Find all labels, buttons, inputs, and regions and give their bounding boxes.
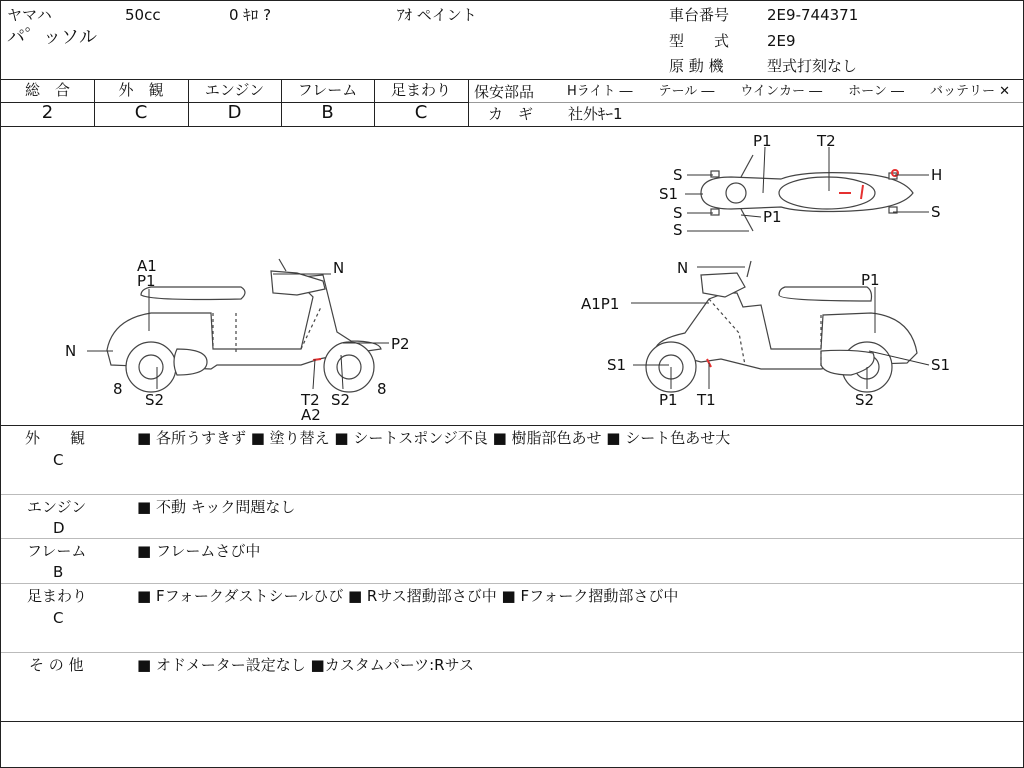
- label-s1-right: S1: [931, 356, 951, 374]
- divider: [1, 721, 1023, 722]
- label-8-left: 8: [113, 380, 123, 398]
- label-top-s-c: S: [673, 221, 683, 239]
- label-t2: T2: [301, 391, 320, 409]
- label-p1-bottom: P1: [659, 391, 678, 409]
- label-n-left: N: [65, 342, 77, 360]
- note-grade-engine: D: [53, 519, 65, 537]
- divider: [468, 79, 469, 126]
- mileage: 0 ｷﾛ ?: [229, 6, 272, 24]
- engine-label: 原 動 機: [669, 57, 724, 75]
- note-text-suspension: ■ Fフォークダストシールひび ■ Rサス摺動部さび中 ■ Fフォーク摺動部さび中: [137, 587, 679, 605]
- label-a2: A2: [301, 406, 321, 424]
- key-value: 社外ｷｰ1: [568, 105, 623, 123]
- note-text-other: ■ オドメーター設定なし ■カスタムパーツ:Rサス: [137, 656, 475, 674]
- label-top-s-a: S: [673, 166, 683, 184]
- label-p2: P2: [391, 335, 410, 353]
- divider: [1, 494, 1023, 495]
- label-s2: S2: [855, 391, 875, 409]
- label-p1-top: P1: [861, 271, 880, 289]
- engine-grade-label: エンジン: [204, 81, 265, 99]
- label-s1-left: S1: [607, 356, 627, 374]
- label-a1: A1: [137, 257, 157, 275]
- frame-number: 2E9-744371: [767, 6, 859, 24]
- label-s2-right: S2: [331, 391, 351, 409]
- label-top-s-b: S: [673, 204, 683, 222]
- key-label: カ ギ: [488, 105, 534, 123]
- engine-grade: D: [227, 102, 242, 123]
- label-top-p1-mid: P1: [763, 208, 782, 226]
- label-a1p1: A1P1: [581, 295, 620, 313]
- note-text-engine: ■ 不動 キック問題なし: [137, 498, 296, 516]
- model-name: パ゜ッソル: [7, 27, 97, 48]
- divider: [1, 583, 1023, 584]
- suspension-grade-label: 足まわり: [390, 81, 451, 99]
- label-top-s-d: S: [931, 203, 941, 221]
- label-top-s1: S1: [659, 185, 679, 203]
- frame-grade: B: [321, 102, 334, 123]
- label-p1: P1: [137, 272, 156, 290]
- label-8-right: 8: [377, 380, 387, 398]
- type-label: 型 式: [669, 32, 730, 50]
- damage-diagram: [1, 127, 1023, 425]
- label-top-t2: T2: [817, 132, 836, 150]
- exterior-grade-label: 外 観: [118, 81, 164, 99]
- divider: [1, 425, 1023, 426]
- divider: [1, 652, 1023, 653]
- label-top-p1: P1: [753, 132, 772, 150]
- note-text-exterior: ■ 各所うすきず ■ 塗り替え ■ シートスポンジ不良 ■ 樹脂部色あせ ■ シート色あせ大: [137, 429, 731, 447]
- exterior-grade: C: [134, 102, 148, 123]
- maker: ヤマハ: [7, 6, 52, 24]
- frame-number-label: 車台番号: [669, 6, 730, 24]
- label-n: N: [677, 259, 689, 277]
- note-label-exterior: 外 観: [25, 429, 86, 447]
- suspension-grade: C: [414, 102, 428, 123]
- note-grade-frame: B: [53, 563, 64, 581]
- scooter-top-view-drawing: [701, 155, 913, 231]
- label-n-top: N: [333, 259, 345, 277]
- note-label-suspension: 足まわり: [27, 587, 88, 605]
- divider: [1, 538, 1023, 539]
- note-text-frame: ■ フレームさび中: [137, 542, 261, 560]
- type-value: 2E9: [767, 32, 796, 50]
- note-label-frame: フレーム: [27, 542, 87, 560]
- displacement: 50cc: [125, 6, 161, 24]
- note-label-engine: エンジン: [27, 498, 87, 516]
- note-grade-exterior: C: [53, 451, 64, 469]
- safety-parts-items: Hライト ― テール ― ウインカー ― ホーン ― バッテリー ✕: [567, 84, 1011, 99]
- frame-grade-label: フレーム: [297, 81, 358, 99]
- note-label-other: そ の 他: [29, 656, 84, 674]
- paint-color: ｱｵ ペイント: [397, 6, 477, 24]
- safety-parts-label: 保安部品: [474, 83, 535, 101]
- note-grade-suspension: C: [53, 609, 64, 627]
- total-grade-label: 総 合: [24, 81, 70, 99]
- label-s2-left: S2: [145, 391, 165, 409]
- engine-value: 型式打刻なし: [767, 57, 858, 75]
- total-grade: 2: [41, 102, 54, 123]
- label-top-h: H: [931, 166, 943, 184]
- divider: [468, 102, 1023, 103]
- label-t1: T1: [697, 391, 716, 409]
- divider: [1, 79, 1023, 80]
